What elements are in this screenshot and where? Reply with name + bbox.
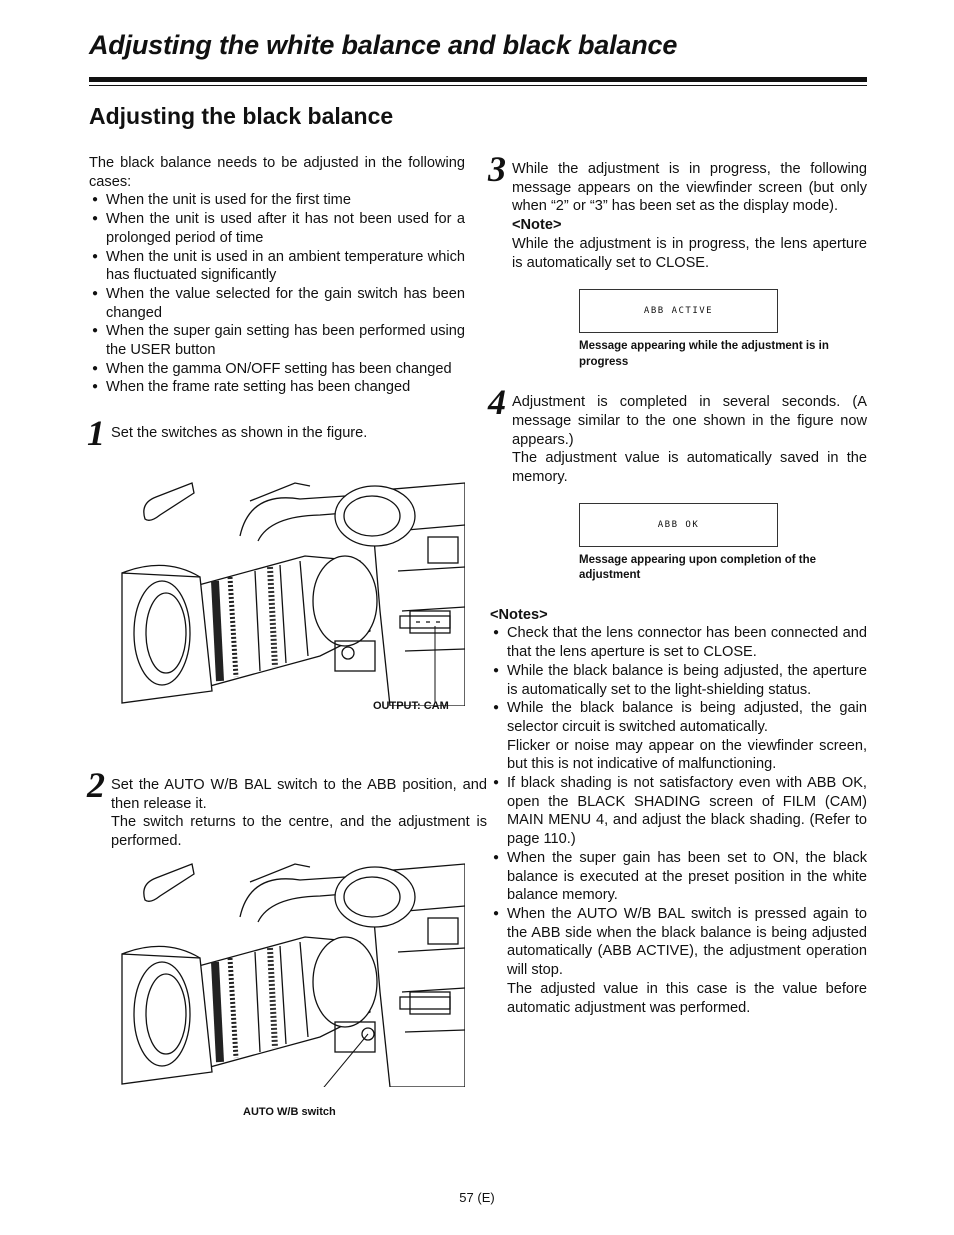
case-item: ● When the unit is used in an ambient temperature which has fluctuated significantly: [89, 248, 465, 285]
camera-illustration: [120, 481, 465, 706]
step-4-text-2: The adjustment value is automatically saved in the memory.: [512, 450, 867, 486]
page-title: Adjusting the white balance and black balance: [89, 30, 678, 60]
note-item-text: When the AUTO W/B BAL switch is pressed again to the ABB side when the black balance is being adjusted automatically (ABB ACTIVE), the adjustment operation will stop.: [507, 905, 867, 979]
camera-illustration: [120, 862, 465, 1087]
step-2: [87, 765, 487, 851]
step-2-text: Set the AUTO W/B BAL switch to the ABB position, and then release it.: [111, 777, 487, 812]
cases-list: [89, 191, 465, 397]
step-4: [488, 382, 867, 487]
note-item: [490, 774, 867, 849]
step-number: 3: [488, 149, 506, 189]
note-heading: <Note>: [512, 217, 562, 234]
camera-figure-1: [120, 481, 465, 706]
figure-label-output-cam: OUTPUT: CAM: [373, 700, 449, 712]
note-item-text: While the black balance is being adjusted, the aperture is automatically set to the light-shielding status.: [507, 662, 867, 698]
note-item: [490, 905, 867, 1017]
case-item: ● When the gamma ON/OFF setting has been changed: [89, 360, 465, 379]
notes-heading: <Notes>: [490, 606, 548, 623]
right-column: [488, 149, 867, 1017]
notes-list: [490, 624, 867, 1017]
step-2-text-2: The switch returns to the centre, and the adjustment is performed.: [111, 814, 487, 850]
note-item-text: While the black balance is being adjusted, the gain selector circuit is switched automatically.: [507, 700, 867, 735]
note-item-extra: Flicker or noise may appear on the viewfinder screen, but this is not indicative of malfunctioning.: [507, 737, 867, 773]
case-item: ● When the super gain setting has been performed using the USER button: [89, 322, 465, 359]
note-item-text: When the super gain has been set to ON, the black balance is executed at the preset position in the white balance memory.: [507, 849, 867, 904]
viewfinder-message-box: ABB OK: [579, 503, 778, 547]
section-title: Adjusting the black balance: [89, 103, 394, 129]
header-rule-thin: [89, 85, 867, 86]
header-rule-thick: [89, 77, 867, 82]
left-column: [87, 154, 465, 454]
note-item: [490, 662, 867, 699]
case-item: ● When the unit is used after it has not been used for a prolonged period of time: [89, 210, 465, 247]
camera-figure-2: [120, 862, 465, 1087]
step-1-text: Set the switches as shown in the figure.: [111, 425, 368, 442]
message-figure-abb-active: [579, 289, 867, 370]
page-number: 57 (E): [459, 1190, 495, 1205]
step-4-text: Adjustment is completed in several seconds. (A message similar to the one shown in the figure now appears.): [512, 394, 867, 448]
note-item: [490, 849, 867, 905]
note-item-extra: The adjusted value in this case is the value before automatic adjustment was performed.: [507, 980, 867, 1016]
step-number: 1: [87, 413, 105, 454]
message-caption: Message appearing while the adjustment is in progress: [579, 340, 829, 368]
note-item-text: Check that the lens connector has been connected and that the lens aperture is set to CLOSE.: [507, 625, 867, 661]
note-item-text: If black shading is not satisfactory even with ABB OK, open the BLACK SHADING screen of FILM (CAM) MAIN MENU 4, and adjust the black shading. (Refer to page 110.): [507, 775, 867, 848]
figure-label-auto-wb-switch: AUTO W/B switch: [243, 1106, 336, 1118]
notes-section: [490, 606, 867, 1017]
step-3: [488, 149, 867, 272]
note-item: [490, 624, 867, 661]
case-item: ● When the value selected for the gain switch has been changed: [89, 285, 465, 322]
message-figure-abb-ok: [579, 503, 867, 584]
step-number: 2: [87, 765, 105, 805]
page-header: [89, 30, 867, 61]
note-item: [490, 699, 867, 774]
viewfinder-message-box: ABB ACTIVE: [579, 289, 778, 333]
case-item: ● When the frame rate setting has been changed: [89, 378, 465, 397]
case-item: ● When the unit is used for the first time: [89, 191, 465, 210]
step-1: [87, 413, 465, 454]
message-caption: Message appearing upon completion of the adjustment: [579, 553, 817, 582]
note-text: While the adjustment is in progress, the lens aperture is automatically set to CLOSE.: [512, 235, 867, 271]
intro-text: The black balance needs to be adjusted in the following cases:: [89, 155, 465, 190]
step-number: 4: [488, 382, 506, 423]
step-3-text: While the adjustment is in progress, the following message appears on the viewfinder screen (but only when “2” or “3” has been set as the display mode).: [512, 161, 867, 215]
